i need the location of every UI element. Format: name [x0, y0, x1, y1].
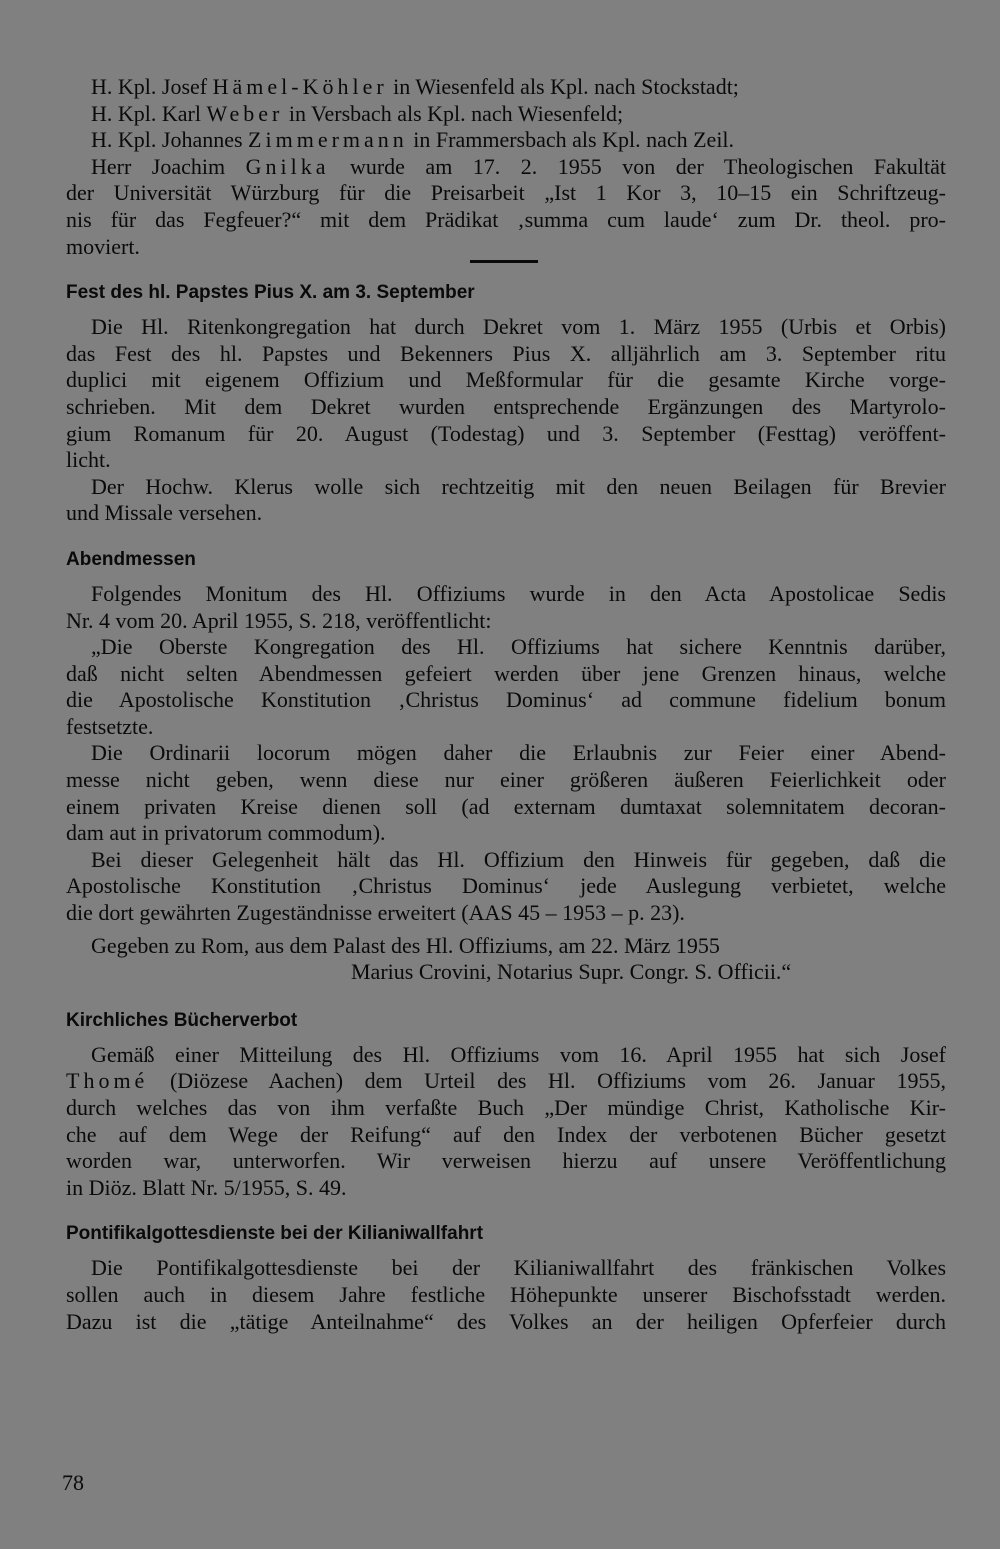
pius-line: das Fest des hl. Papstes und Bekenners Pius X. alljährlich am 3. September ritu [66, 340, 946, 366]
pius-line: licht. [66, 447, 111, 473]
kilian-line: sollen auch in diesem Jahre festliche Höhepunkte unserer Bischofsstadt werden. [66, 1281, 946, 1307]
divider-rule [470, 260, 538, 263]
page-number: 78 [62, 1470, 84, 1495]
person-name: Hämel-Köhler [212, 74, 388, 99]
gnilka-line: Herr Joachim Gnilka wurde am 17. 2. 1955 von der Theologischen Fakultät [91, 153, 946, 179]
abend-line: Die Ordinarii locorum mögen daher die Erlaubnis zur Feier einer Abend- [91, 740, 946, 766]
document-page [66, 74, 946, 1335]
pius-line: duplici mit eigenem Offizium und Meßformular für die gesamte Kirche vorge- [66, 367, 946, 393]
abend-line: die dort gewährten Zugeständnisse erweitert (AAS 45 – 1953 – p. 23). [66, 900, 685, 926]
buecher-line: worden war, unterworfen. Wir verweisen hierzu auf unsere Veröffentlichung [66, 1148, 946, 1174]
pius-line: schrieben. Mit dem Dekret wurden entsprechende Ergänzungen des Martyrolo- [66, 393, 946, 419]
abend-line: daß nicht selten Abendmessen gefeiert werden über jene Grenzen hinaus, welche [66, 660, 946, 686]
kilian-line: Die Pontifikalgottesdienste bei der Kilianiwallfahrt des fränkischen Volkes [91, 1255, 946, 1281]
dated-line: Gegeben zu Rom, aus dem Palast des Hl. Offiziums, am 22. März 1955 [91, 932, 720, 958]
abend-line: Nr. 4 vom 20. April 1955, S. 218, veröffentlicht: [66, 607, 492, 633]
section-heading-buecherverbot: Kirchliches Bücherverbot [66, 1009, 298, 1031]
buecher-line: durch welches das von ihm verfaßte Buch „Der mündige Christ, Katholische Kir- [66, 1095, 946, 1120]
gnilka-line: moviert. [66, 233, 140, 259]
pius-line: und Missale versehen. [66, 500, 263, 526]
person-name: Weber [206, 100, 284, 126]
person-name: Gnilka [245, 153, 330, 179]
buecher-line: che auf dem Wege der Reifung“ auf den Index der verbotenen Bücher gesetzt [66, 1121, 946, 1147]
abend-line: Bei dieser Gelegenheit hält das Hl. Offizium den Hinweis für gegeben, daß die [91, 846, 946, 872]
person-name: Zimmermann [248, 127, 408, 153]
section-heading-pius: Fest des hl. Papstes Pius X. am 3. September [66, 282, 475, 304]
gnilka-line: nis für das Fegfeuer?“ mit dem Prädikat ‚summa cum laude‘ zum Dr. theol. pro- [66, 206, 946, 232]
section-divider [66, 260, 946, 280]
abend-line: „Die Oberste Kongregation des Hl. Offiziums hat sichere Kenntnis darüber, [91, 634, 946, 660]
abend-line: messe nicht geben, wenn diese nur einer größeren äußeren Feierlichkeit oder [66, 767, 946, 793]
signature-line: Marius Crovini, Notarius Supr. Congr. S. Officii.“ [351, 959, 792, 985]
pius-line: Der Hochw. Klerus wolle sich rechtzeitig mit den neuen Beilagen für Brevier [91, 473, 946, 499]
section-heading-abendmessen: Abendmessen [66, 548, 196, 570]
personnel-line: H. Kpl. Josef Hämel-Köhler in Wiesenfeld als Kpl. nach Stockstadt; [91, 74, 739, 99]
person-name: Thomé [66, 1068, 149, 1094]
abend-line: festsetzte. [66, 713, 154, 739]
personnel-line: H. Kpl. Karl Weber in Versbach als Kpl. nach Wiesenfeld; [91, 100, 624, 126]
buecher-line: in Diöz. Blatt Nr. 5/1955, S. 49. [66, 1174, 347, 1200]
kilian-line: Dazu ist die „tätige Anteilnahme“ des Volkes an der heiligen Opferfeier durch [66, 1308, 946, 1334]
gnilka-line: der Universität Würzburg für die Preisarbeit „Ist 1 Kor 3, 10–15 ein Schriftzeug- [66, 180, 946, 206]
abend-line: Folgendes Monitum des Hl. Offiziums wurde in den Acta Apostolicae Sedis [91, 580, 946, 606]
pius-line: gium Romanum für 20. August (Todestag) und 3. September (Festtag) veröffent- [66, 420, 946, 446]
abend-line: dam aut in privatorum commodum). [66, 820, 386, 846]
section-heading-kilian: Pontifikalgottesdienste bei der Kilianiwallfahrt [66, 1223, 484, 1245]
buecher-line: Gemäß einer Mitteilung des Hl. Offiziums vom 16. April 1955 hat sich Josef [91, 1041, 946, 1067]
buecher-line: Thomé (Diözese Aachen) dem Urteil des Hl. Offiziums vom 26. Januar 1955, [66, 1068, 946, 1094]
abend-line: einem privaten Kreise dienen soll (ad externam dumtaxat solemnitatem decoran- [66, 793, 946, 819]
abend-line: Apostolische Konstitution ‚Christus Dominus‘ jede Auslegung verbietet, welche [66, 873, 946, 899]
pius-line: Die Hl. Ritenkongregation hat durch Dekret vom 1. März 1955 (Urbis et Orbis) [91, 314, 946, 340]
personnel-line: H. Kpl. Johannes Zimmermann in Frammersbach als Kpl. nach Zeil. [91, 127, 735, 153]
abend-line: die Apostolische Konstitution ‚Christus Dominus‘ ad commune fidelium bonum [66, 687, 946, 713]
